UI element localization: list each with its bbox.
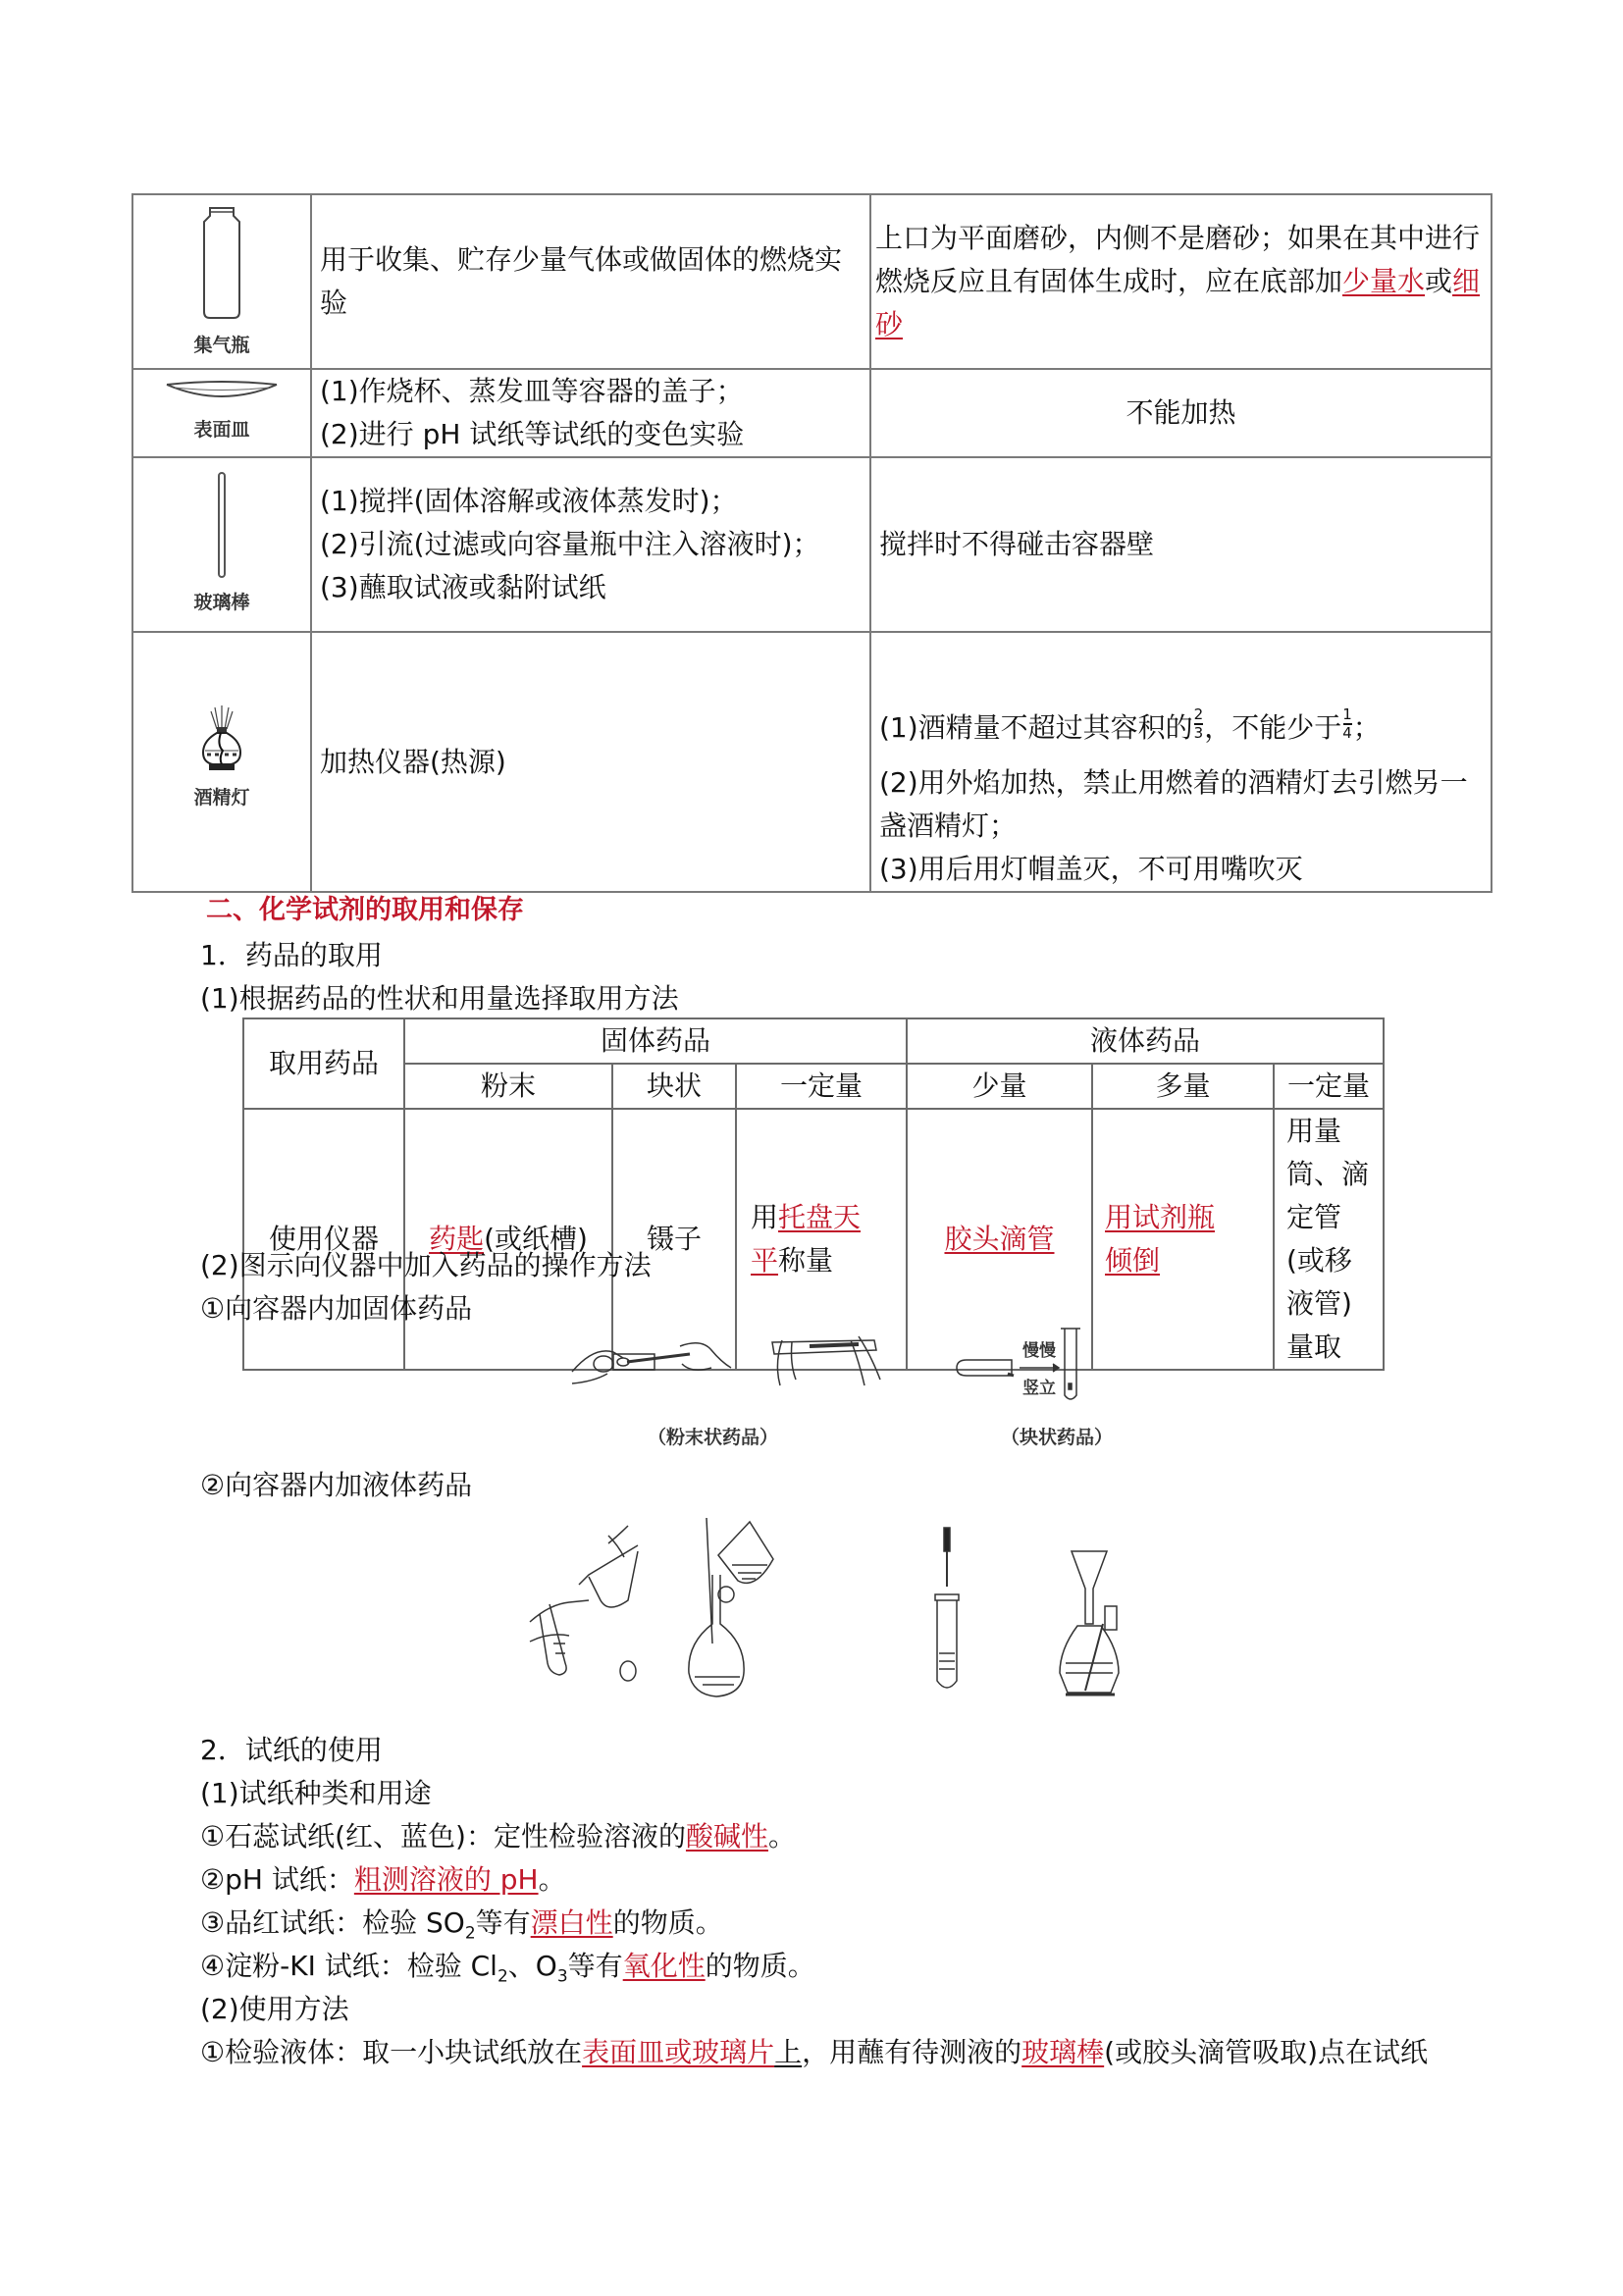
highlight-answer: 玻璃棒 bbox=[1021, 2036, 1105, 2068]
test-paper-item bbox=[200, 1815, 796, 1858]
pouring-bottle-illustration bbox=[530, 1526, 638, 1681]
paper-trough-illustration bbox=[772, 1336, 880, 1385]
use-line: (2)引流(过滤或向容量瓶中注入溶液时)； bbox=[320, 528, 820, 560]
group-header-solid: 固体药品 bbox=[404, 1018, 907, 1064]
table-cell bbox=[1274, 1109, 1384, 1370]
table-corner-cell: 取用药品 bbox=[243, 1018, 404, 1109]
item-text: 的物质。 bbox=[705, 1950, 815, 1982]
item-text: ，用蘸有待测液的 bbox=[802, 2036, 1022, 2068]
highlight-answer: 托盘天平 bbox=[751, 1201, 862, 1277]
instrument-name: 酒精灯 bbox=[193, 786, 250, 809]
note-text: 搅拌时不得碰击容器壁 bbox=[879, 528, 1155, 560]
cell-text: 称量 bbox=[778, 1244, 834, 1277]
instrument-cell bbox=[132, 194, 311, 369]
subscript: 2 bbox=[497, 1966, 508, 1987]
highlight-answer: 用试剂瓶倾倒 bbox=[1105, 1201, 1216, 1277]
subscript: 2 bbox=[464, 1923, 476, 1944]
note-text: 上口为平面磨砂，内侧不是磨砂；如果在其中进行燃烧反应且有固体生成时，应在底部加 bbox=[875, 222, 1481, 297]
highlight-answer: 漂白性 bbox=[530, 1906, 613, 1939]
highlight-answer: 药匙 bbox=[429, 1223, 485, 1255]
fraction-two-thirds bbox=[1194, 707, 1204, 741]
adding-liquid-illustration bbox=[510, 1516, 1138, 1712]
lump-tube-illustration bbox=[957, 1329, 1080, 1399]
item-text: 等有 bbox=[475, 1906, 531, 1939]
item-text: ①检验液体：取一小块试纸放在 bbox=[200, 2036, 583, 2068]
highlight-answer: 胶头滴管 bbox=[944, 1223, 1055, 1255]
table-header-row bbox=[243, 1064, 1384, 1109]
instrument-use bbox=[311, 632, 870, 892]
instrument-cell bbox=[132, 369, 311, 457]
solid-reagent-figure bbox=[564, 1325, 1114, 1452]
note-text: 不能加热 bbox=[1126, 396, 1236, 429]
item-text: ①石蕊试纸(红、蓝色)：定性检验溶液的 bbox=[200, 1820, 686, 1852]
fraction-denominator: 3 bbox=[1193, 724, 1204, 742]
row-label: 使用仪器 bbox=[243, 1109, 404, 1370]
volumetric-flask-illustration bbox=[689, 1518, 773, 1696]
instrument-cell bbox=[132, 457, 311, 632]
instrument-cell bbox=[132, 632, 311, 892]
item-text: ②pH 试纸： bbox=[200, 1863, 354, 1896]
note-line bbox=[879, 706, 1483, 750]
column-header: 块状 bbox=[612, 1064, 736, 1109]
subsection-subtitle: (1)根据药品的性状和用量选择取用方法 bbox=[200, 982, 679, 1015]
method-line bbox=[200, 2031, 1428, 2074]
cell-text: 镊子 bbox=[646, 1223, 702, 1255]
column-header: 一定量 bbox=[736, 1064, 907, 1109]
dropper-tube-illustration bbox=[935, 1528, 959, 1688]
powder-spoon-illustration bbox=[572, 1343, 731, 1383]
item-text: ④淀粉-KI 试纸：检验 Cl bbox=[200, 1950, 497, 1982]
column-header: 粉末 bbox=[404, 1064, 612, 1109]
instruments-table bbox=[131, 193, 1492, 893]
fraction-numerator: 2 bbox=[1193, 705, 1204, 723]
instrument-name: 表面皿 bbox=[193, 419, 250, 441]
note-text: ，不能少于 bbox=[1204, 711, 1342, 744]
arrow-label: 慢慢 bbox=[1022, 1341, 1056, 1361]
use-text: 用于收集、贮存少量气体或做固体的燃烧实验 bbox=[320, 243, 843, 319]
glass-rod-icon bbox=[216, 471, 228, 579]
highlight-answer: 细砂 bbox=[875, 265, 1481, 340]
instrument-note bbox=[870, 194, 1492, 369]
fraction-one-quarter bbox=[1342, 707, 1352, 741]
highlight-answer: 酸碱性 bbox=[685, 1820, 768, 1852]
subsection-title: 2．试纸的使用 bbox=[200, 1734, 383, 1766]
section-heading: 二、化学试剂的取用和保存 bbox=[206, 895, 524, 925]
figure-caption: （粉末状药品） bbox=[648, 1427, 779, 1448]
subsection-subtitle: (2)图示向仪器中加入药品的操作方法 bbox=[200, 1249, 652, 1281]
column-header: 多量 bbox=[1092, 1064, 1274, 1109]
group-header-liquid: 液体药品 bbox=[907, 1018, 1384, 1064]
item-text: (或胶头滴管吸取)点在试纸 bbox=[1104, 2036, 1429, 2068]
instrument-use bbox=[311, 369, 870, 457]
figure-caption: （块状药品） bbox=[1001, 1427, 1114, 1448]
highlight-answer: 表面皿或玻璃片 bbox=[582, 2036, 775, 2068]
note-line: (2)用外焰加热，禁止用燃着的酒精灯去引燃另一盏酒精灯； bbox=[879, 766, 1468, 842]
instrument-use bbox=[311, 194, 870, 369]
step-heading: ②向容器内加液体药品 bbox=[200, 1469, 473, 1501]
table-row bbox=[132, 457, 1492, 632]
item-text: 、O bbox=[507, 1950, 557, 1982]
item-text: 的物质。 bbox=[612, 1906, 723, 1939]
cell-text: (或纸槽) bbox=[484, 1223, 588, 1255]
alcohol-lamp-icon bbox=[197, 705, 246, 774]
highlight-answer: 粗测溶液的 pH bbox=[353, 1863, 539, 1896]
instrument-note bbox=[870, 632, 1492, 892]
fraction-numerator: 1 bbox=[1342, 705, 1352, 723]
instrument-name: 集气瓶 bbox=[193, 335, 250, 356]
instrument-note bbox=[870, 369, 1492, 457]
column-header: 少量 bbox=[907, 1064, 1092, 1109]
arrow-label: 竖立 bbox=[1022, 1379, 1056, 1398]
instrument-name: 玻璃棒 bbox=[193, 592, 250, 613]
use-line: (1)搅拌(固体溶解或液体蒸发时)； bbox=[320, 485, 738, 517]
item-text: 。 bbox=[767, 1820, 796, 1852]
use-line: (2)进行 pH 试纸等试纸的变色实验 bbox=[320, 418, 745, 450]
note-text: (1)酒精量不超过其容积的 bbox=[879, 711, 1193, 744]
subsection-title: 1．药品的取用 bbox=[200, 939, 383, 971]
cell-text: 用 bbox=[751, 1201, 779, 1233]
liquid-reagent-figure bbox=[510, 1516, 1138, 1712]
item-text: ③品红试纸：检验 SO bbox=[200, 1906, 465, 1939]
test-paper-item bbox=[200, 1858, 566, 1902]
use-text: 加热仪器(热源) bbox=[320, 745, 506, 778]
funnel-filter-illustration bbox=[1060, 1551, 1119, 1695]
table-row bbox=[132, 632, 1492, 892]
note-text: ； bbox=[1352, 711, 1381, 744]
table-row bbox=[132, 194, 1492, 369]
note-line: (3)用后用灯帽盖灭，不可用嘴吹灭 bbox=[879, 853, 1303, 885]
item-text: 上 bbox=[774, 2036, 803, 2068]
step-heading: ①向容器内加固体药品 bbox=[200, 1292, 473, 1325]
instrument-note bbox=[870, 457, 1492, 632]
note-text: 或 bbox=[1425, 265, 1453, 297]
highlight-answer: 少量水 bbox=[1342, 265, 1426, 297]
use-line: (1)作烧杯、蒸发皿等容器的盖子； bbox=[320, 375, 744, 407]
subsection-subtitle: (2)使用方法 bbox=[200, 1993, 349, 2025]
watch-glass-icon bbox=[163, 379, 281, 406]
column-header: 一定量 bbox=[1274, 1064, 1384, 1109]
subsection-subtitle: (1)试纸种类和用途 bbox=[200, 1777, 432, 1809]
highlight-answer: 氧化性 bbox=[622, 1950, 706, 1982]
item-text: 。 bbox=[538, 1863, 566, 1896]
item-text: 等有 bbox=[567, 1950, 623, 1982]
table-header-row bbox=[243, 1018, 1384, 1064]
fraction-denominator: 4 bbox=[1342, 724, 1352, 742]
use-line: (3)蘸取试液或黏附试纸 bbox=[320, 571, 606, 603]
instrument-use bbox=[311, 457, 870, 632]
gas-collecting-bottle-icon bbox=[192, 204, 251, 322]
table-row bbox=[132, 369, 1492, 457]
subscript: 3 bbox=[556, 1966, 568, 1987]
table-cell bbox=[1092, 1109, 1274, 1370]
cell-text: 用量筒、滴定管(或移液管)量取 bbox=[1286, 1115, 1370, 1363]
